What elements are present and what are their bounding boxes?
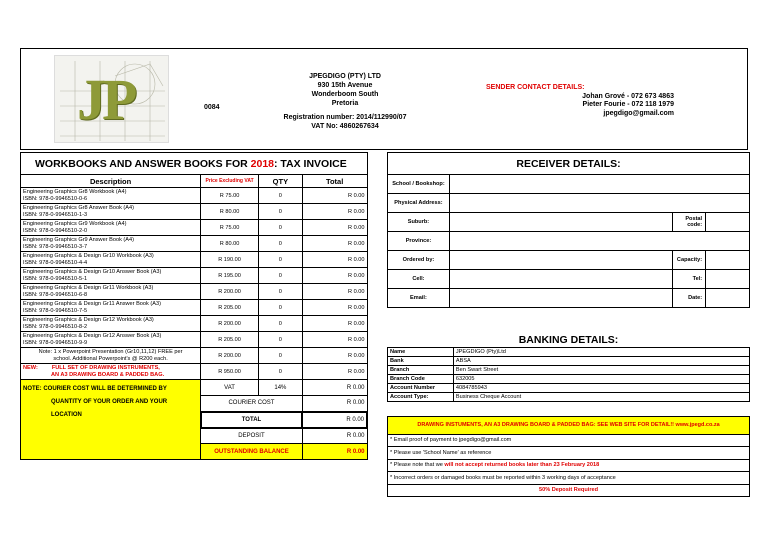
col-price: Price Excluding VAT <box>201 175 259 188</box>
item-price: R 200.00 <box>201 284 259 300</box>
msg-returns-row <box>388 459 750 472</box>
item-description: Engineering Graphics Gr8 Workbook (A4) ISBN: 978-0-9946510-0-6 <box>21 188 201 204</box>
vat-total: R 0.00 <box>302 380 367 396</box>
invoice-item-row <box>21 284 368 300</box>
invoice-item-row <box>21 332 368 348</box>
invoice-item-row <box>21 188 368 204</box>
col-description: Description <box>21 175 201 188</box>
item-total: R 0.00 <box>302 204 367 220</box>
total-label: TOTAL <box>201 412 303 428</box>
invoice-item-row <box>21 252 368 268</box>
sender-pieter: Pieter Fourie - 072 118 1979 <box>582 101 674 108</box>
item-total: R 0.00 <box>302 220 367 236</box>
spacer-row <box>388 401 750 416</box>
suburb-label: Suburb: <box>388 213 450 232</box>
school-field[interactable] <box>449 175 749 194</box>
courier-total: R 0.00 <box>302 396 367 412</box>
invoice-title-row <box>21 153 368 175</box>
deposit-value: R 0.00 <box>302 428 367 444</box>
item-qty[interactable]: 0 <box>258 252 302 268</box>
bank-label: Name <box>388 347 454 356</box>
msg-deposit-row <box>388 484 750 497</box>
province-row <box>388 232 750 251</box>
item-total: R 0.00 <box>302 188 367 204</box>
company-details <box>250 72 440 131</box>
item-qty[interactable]: 0 <box>258 220 302 236</box>
company-registration: Registration number: 2014/112990/07 <box>283 114 407 121</box>
outstanding-value: R 0.00 <box>302 444 367 460</box>
email-field[interactable] <box>449 289 672 308</box>
item-description: Engineering Graphics Gr8 Answer Book (A4) ISBN: 978-0-9946510-1-3 <box>21 204 201 220</box>
ppt-note: Note: 1 x Powerpoint Presentation (Gr10,11,12) FREE per school. Additional Powerpoint's @ R200 each. <box>21 348 201 364</box>
item-description: Engineering Graphics & Design Gr12 Workbook (A3) ISBN: 978-0-9946510-8-2 <box>21 316 201 332</box>
courier-label: COURIER COST <box>201 396 303 412</box>
item-total: R 0.00 <box>302 316 367 332</box>
banking-title: BANKING DETAILS: <box>518 333 619 346</box>
bank-row <box>388 374 750 383</box>
item-price: R 80.00 <box>201 236 259 252</box>
email-row <box>388 289 750 308</box>
new-instruments-price: R 950.00 <box>201 364 259 380</box>
vat-rate: 14% <box>258 380 302 396</box>
invoice-item-row <box>21 316 368 332</box>
receiver-title: RECEIVER DETAILS: <box>388 153 750 175</box>
tel-field[interactable] <box>706 270 750 289</box>
company-vat: VAT No: 4860267634 <box>311 123 379 130</box>
bank-value: ABSA <box>453 356 749 365</box>
invoice-title: WORKBOOKS AND ANSWER BOOKS FOR 2018: TAX INVOICE <box>21 153 368 175</box>
item-total: R 0.00 <box>302 300 367 316</box>
msg-email: * Email proof of payment to jpegdigo@gmail.com <box>388 434 750 447</box>
item-qty[interactable]: 0 <box>258 268 302 284</box>
col-total: Total <box>302 175 367 188</box>
date-field[interactable] <box>706 289 750 308</box>
physical-row <box>388 194 750 213</box>
invoice-number: 0084 <box>204 104 220 111</box>
physical-label: Physical Address: <box>388 194 450 213</box>
vat-label: VAT <box>201 380 259 396</box>
bank-row <box>388 365 750 374</box>
invoice-item-row <box>21 220 368 236</box>
company-logo <box>54 55 169 143</box>
invoice-item-row <box>21 268 368 284</box>
drawing-notice: DRAWING INSTUMENTS, AN A3 DRAWING BOARD & PADDED BAG: SEE WEB SITE FOR DETAIL!! www.jpegd.co.za <box>388 416 750 434</box>
item-price: R 80.00 <box>201 204 259 220</box>
bank-label: Bank <box>388 356 454 365</box>
bank-row <box>388 356 750 365</box>
col-qty: QTY <box>258 175 302 188</box>
cell-label: Cell: <box>388 270 450 289</box>
ordered-field[interactable] <box>449 251 672 270</box>
item-total: R 0.00 <box>302 252 367 268</box>
receiver-table <box>387 152 750 308</box>
bank-value: 4084785943 <box>453 383 749 392</box>
invoice-column-headers <box>21 175 368 188</box>
item-price: R 200.00 <box>201 316 259 332</box>
ppt-row <box>21 348 368 364</box>
suburb-field[interactable] <box>449 213 672 232</box>
company-name: JPEGDIGO (PTY) LTD <box>309 73 381 80</box>
item-description: Engineering Graphics & Design Gr10 Workbook (A3) ISBN: 978-0-9946510-4-4 <box>21 252 201 268</box>
item-price: R 205.00 <box>201 332 259 348</box>
item-price: R 75.00 <box>201 220 259 236</box>
item-qty[interactable]: 0 <box>258 204 302 220</box>
item-description: Engineering Graphics & Design Gr12 Answer Book (A3) ISBN: 978-0-9946510-9-9 <box>21 332 201 348</box>
bank-label: Branch <box>388 365 454 374</box>
item-total: R 0.00 <box>302 284 367 300</box>
company-street: 930 15th Avenue <box>317 82 373 89</box>
item-description: Engineering Graphics Gr9 Answer Book (A4) ISBN: 978-0-9946510-3-7 <box>21 236 201 252</box>
sender-contact <box>486 84 736 118</box>
cell-field[interactable] <box>449 270 672 289</box>
bank-row <box>388 392 750 401</box>
item-price: R 75.00 <box>201 188 259 204</box>
ppt-total: R 0.00 <box>302 348 367 364</box>
ordered-row <box>388 251 750 270</box>
item-price: R 195.00 <box>201 268 259 284</box>
company-suburb: Wonderboom South <box>311 91 379 98</box>
invoice-item-row <box>21 236 368 252</box>
item-price: R 190.00 <box>201 252 259 268</box>
ppt-price: R 200.00 <box>201 348 259 364</box>
vat-row <box>21 380 368 396</box>
msg-returns: * Please note that we will not accept returned books later than 23 February 2018 <box>388 459 750 472</box>
postal-label: Postal code: <box>673 213 706 232</box>
banking-table <box>387 333 750 497</box>
invoice-item-row <box>21 300 368 316</box>
item-total: R 0.00 <box>302 236 367 252</box>
bank-value: 632005 <box>453 374 749 383</box>
sender-label: SENDER CONTACT DETAILS: <box>486 84 585 91</box>
msg-damaged-row <box>388 472 750 485</box>
drawing-notice-row <box>388 416 750 434</box>
msg-email-row <box>388 434 750 447</box>
bank-label: Branch Code <box>388 374 454 383</box>
suburb-row <box>388 213 750 232</box>
bank-row <box>388 383 750 392</box>
msg-deposit: 50% Deposit Required <box>388 484 750 497</box>
item-qty[interactable]: 0 <box>258 236 302 252</box>
bank-value: Business Cheque Account <box>453 392 749 401</box>
new-instruments-row <box>21 364 368 380</box>
item-description: Engineering Graphics & Design Gr11 Workbook (A3) ISBN: 978-0-9946510-6-8 <box>21 284 201 300</box>
msg-school-row <box>388 447 750 460</box>
company-city: Pretoria <box>331 100 359 107</box>
total-value: R 0.00 <box>302 412 367 428</box>
date-label: Date: <box>673 289 706 308</box>
bank-label: Account Number <box>388 383 454 392</box>
tel-label: Tel: <box>673 270 706 289</box>
new-instruments-qty[interactable]: 0 <box>258 364 302 380</box>
cell-row <box>388 270 750 289</box>
bank-value: Ben Swart Street <box>453 365 749 374</box>
item-qty[interactable]: 0 <box>258 332 302 348</box>
capacity-field[interactable] <box>706 251 750 270</box>
school-row <box>388 175 750 194</box>
sender-email: jpegdigo@gmail.com <box>603 109 674 117</box>
item-description: Engineering Graphics & Design Gr10 Answer Book (A3) ISBN: 978-0-9946510-5-1 <box>21 268 201 284</box>
bank-value: JPEGDIGO (Pty)Ltd <box>453 347 749 356</box>
item-total: R 0.00 <box>302 268 367 284</box>
invoice-table <box>20 152 368 460</box>
invoice-item-row <box>21 204 368 220</box>
deposit-label: DEPOSIT <box>201 428 303 444</box>
province-label: Province: <box>388 232 450 251</box>
sender-johan: Johan Grové - 072 673 4863 <box>582 92 674 100</box>
physical-field[interactable] <box>449 194 749 213</box>
item-qty[interactable]: 0 <box>258 284 302 300</box>
bank-row <box>388 347 750 356</box>
item-qty[interactable]: 0 <box>258 188 302 204</box>
new-instruments-desc: NEW: FULL SET OF DRAWING INSTRUMENTS, AN A3 DRAWING BOARD & PADDED BAG. <box>21 364 201 380</box>
postal-field[interactable] <box>706 213 750 232</box>
province-field[interactable] <box>449 232 749 251</box>
bank-label: Account Type: <box>388 392 454 401</box>
new-instruments-total: R 0.00 <box>302 364 367 380</box>
logo-letters: JP <box>77 67 134 132</box>
capacity-label: Capacity: <box>673 251 706 270</box>
item-total: R 0.00 <box>302 332 367 348</box>
item-qty[interactable]: 0 <box>258 316 302 332</box>
courier-note: NOTE: COURIER COST WILL BE DETERMINED BY QUANTITY OF YOUR ORDER AND YOUR LOCATION <box>21 380 201 460</box>
email-label: Email: <box>388 289 450 308</box>
item-description: Engineering Graphics & Design Gr11 Answer Book (A3) ISBN: 978-0-9946510-7-5 <box>21 300 201 316</box>
item-qty[interactable]: 0 <box>258 300 302 316</box>
banking-title-row <box>388 333 750 347</box>
ordered-label: Ordered by: <box>388 251 450 270</box>
msg-school: * Please use 'School Name' as reference <box>388 447 750 460</box>
item-price: R 205.00 <box>201 300 259 316</box>
ppt-qty[interactable]: 0 <box>258 348 302 364</box>
item-description: Engineering Graphics Gr9 Workbook (A4) ISBN: 978-0-9946510-2-0 <box>21 220 201 236</box>
receiver-title-row <box>388 153 750 175</box>
school-label: School / Bookshop: <box>388 175 450 194</box>
msg-damaged: * Incorrect orders or damaged books must be reported within 3 working days of acceptance <box>388 472 750 485</box>
outstanding-label: OUTSTANDING BALANCE <box>201 444 303 460</box>
